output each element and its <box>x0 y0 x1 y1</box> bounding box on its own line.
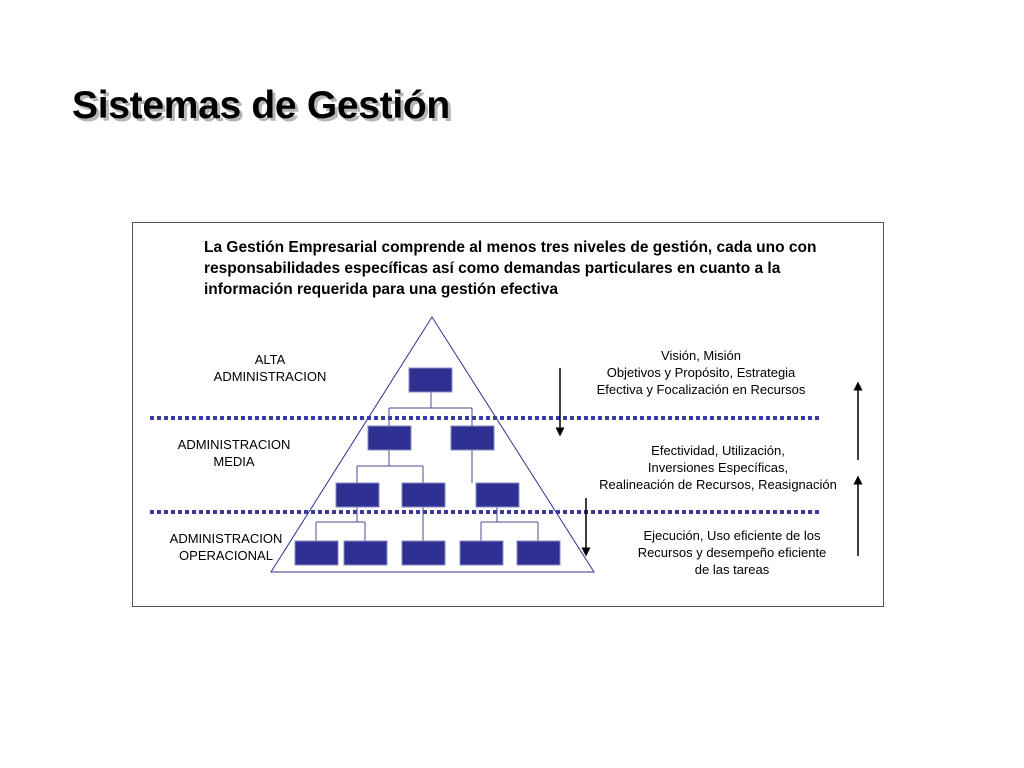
org-box-lower <box>476 483 519 507</box>
org-box-bottom <box>402 541 445 565</box>
description-operacional: Ejecución, Uso eficiente de los Recursos y desempeño eficiente de las tareas <box>637 528 827 577</box>
org-box-bottom <box>460 541 503 565</box>
org-box-lower <box>402 483 445 507</box>
level-label-alta: ALTA ADMINISTRACION <box>213 352 327 384</box>
org-box-bottom <box>517 541 560 565</box>
org-box-lower <box>336 483 379 507</box>
org-box-bottom <box>344 541 387 565</box>
org-box-middle <box>368 426 411 450</box>
slide-title: Sistemas de Gestión <box>72 84 450 127</box>
level-label-media: ADMINISTRACION MEDIA <box>177 437 291 469</box>
description-alta: Visión, Misión Objetivos y Propósito, Estrategia Efectiva y Focalización en Recursos <box>596 348 806 397</box>
org-connectors <box>316 392 538 541</box>
org-box-middle <box>451 426 494 450</box>
description-media: Efectividad, Utilización, Inversiones Específicas, Realineación de Recursos, Reasignación <box>599 443 837 492</box>
level-label-operacional: ADMINISTRACION OPERACIONAL <box>169 531 283 563</box>
intro-text: La Gestión Empresarial comprende al menos tres niveles de gestión, cada uno con responsabilidades específicas así como demandas particulares en cuanto a la información requerida para una gestión efectiva <box>204 239 817 298</box>
org-box-bottom <box>295 541 338 565</box>
org-box-top <box>409 368 452 392</box>
